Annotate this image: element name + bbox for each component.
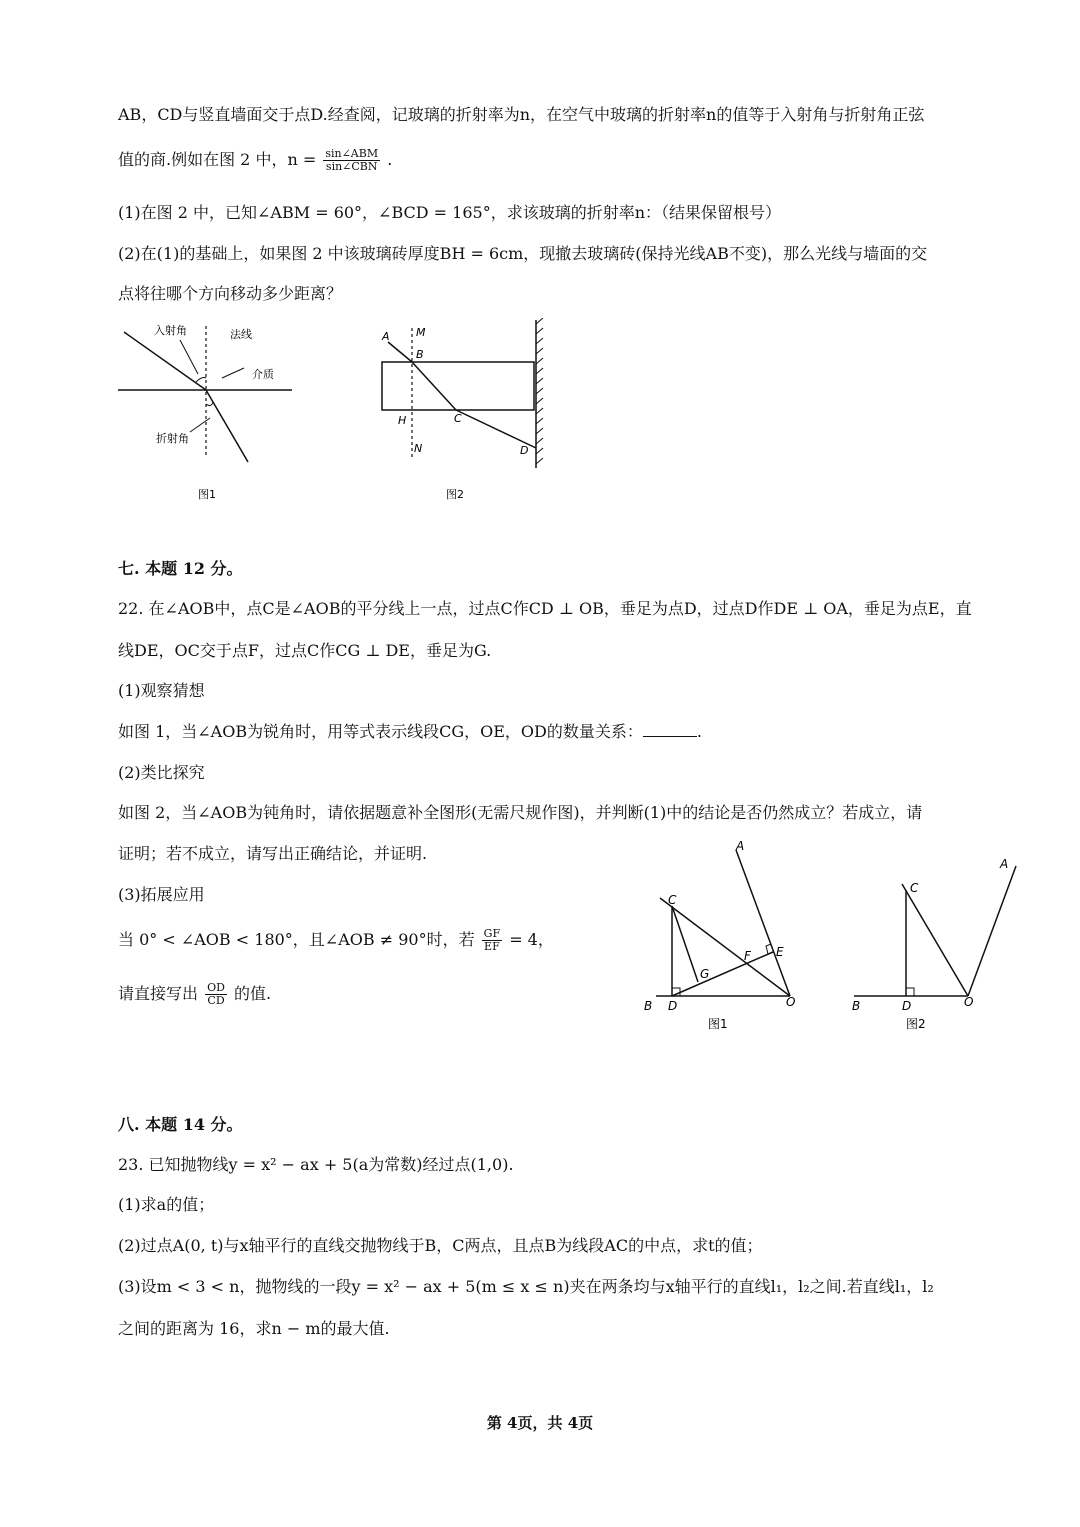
q23-line1: 23. 已知抛物线y = x² − ax + 5(a为常数)经过点(1,0).	[118, 1155, 514, 1174]
q22-answer-fraction	[205, 982, 227, 1007]
q22-fig2-caption: 图2	[906, 1017, 926, 1031]
q22-frac2-den: CD	[207, 994, 225, 1007]
refraction-figure-1	[110, 318, 310, 503]
incident-angle-arc	[196, 378, 206, 383]
label-refraction-angle: 折射角	[156, 432, 189, 445]
point-D: D	[520, 444, 529, 457]
point-A: A	[382, 330, 390, 343]
ray-CD	[456, 410, 536, 448]
q23-part3-line1: (3)设m < 3 < n，抛物线的一段y = x² − ax + 5(m ≤ x ≤ n)夹在两条均与x轴平行的直线l₁，l₂之间.若直线l₁，l₂	[118, 1277, 934, 1296]
q22-frac2-num: OD	[207, 981, 225, 994]
refraction-angle-arc	[206, 402, 213, 406]
fig2-point-D: D	[902, 999, 912, 1013]
fig1-point-B: B	[644, 999, 653, 1013]
q22-part1-end: .	[696, 722, 702, 741]
medium-label-pointer	[222, 368, 244, 378]
ray-AB	[388, 342, 412, 362]
q22-frac-den: EF	[484, 940, 500, 953]
q21-part1: (1)在图 2 中，已知∠ABM = 60°，∠BCD = 165°，求该玻璃的折射率n：（结果保留根号）	[118, 203, 782, 222]
q22-figure-1	[636, 840, 816, 1040]
answer-blank	[643, 722, 697, 737]
q21-part2-line2: 点将往哪个方向移动多少距离？	[118, 284, 343, 303]
point-B: B	[416, 348, 424, 361]
q23-part2: (2)过点A(0, t)与x轴平行的直线交抛物线于B，C两点，且点B为线段AC的中点，求t的值；	[118, 1236, 763, 1255]
incident-label-pointer	[180, 340, 198, 374]
q22-fig1-caption: 图1	[708, 1017, 728, 1031]
label-normal: 法线	[230, 328, 252, 341]
figure1-caption: 图1	[198, 488, 216, 501]
bisector-OC	[660, 898, 790, 996]
q21-fraction	[323, 148, 380, 173]
q21-line2-pre: 值的商.例如在图 2 中，n =	[118, 150, 317, 169]
q21-frac-den: sin∠CBN	[325, 160, 378, 173]
q22-part3-line2-pre: 请直接写出	[118, 984, 199, 1003]
q22-part3-title: (3)拓展应用	[118, 885, 205, 904]
refracted-ray	[206, 390, 248, 462]
incident-ray	[124, 332, 206, 390]
fig2-point-A: A	[1000, 857, 1009, 871]
fig1-point-D: D	[668, 999, 678, 1013]
ray-OA-2	[968, 866, 1016, 996]
q23-part3-line2: 之间的距离为 16，求n − m的最大值.	[118, 1319, 390, 1338]
q22-part1-text	[118, 721, 1010, 743]
fig2-point-B: B	[852, 999, 861, 1013]
glass-brick-figure-2	[370, 318, 560, 503]
segment-DE	[672, 952, 773, 996]
right-angle-D-2	[906, 988, 914, 996]
glass-brick-rect	[382, 362, 534, 410]
q22-frac-num: GF	[483, 927, 501, 940]
section7-heading: 七. 本题 12 分。	[118, 559, 243, 578]
q21-part2-line1: (2)在(1)的基础上，如果图 2 中该玻璃砖厚度BH = 6cm，现撤去玻璃砖(保持光线AB不变)，那么光线与墙面的交	[118, 244, 928, 263]
q22-part3-line2-post: 的值.	[234, 984, 272, 1003]
fig1-point-A: A	[736, 840, 745, 853]
ray-OA	[736, 850, 790, 996]
q21-line2-post: .	[387, 150, 393, 169]
point-C: C	[454, 412, 462, 425]
point-N: N	[414, 442, 423, 455]
bisector-OC-2	[902, 884, 968, 996]
refraction-label-pointer	[190, 418, 210, 432]
point-M: M	[416, 326, 426, 339]
q22-part1-title: (1)观察猜想	[118, 681, 205, 700]
page-number-footer: 第 4页，共 4页	[486, 1414, 594, 1432]
fig2-point-C: C	[910, 881, 919, 895]
q22-part3-post: = 4，	[509, 930, 554, 949]
q22-part3-pre: 当 0° < ∠AOB < 180°，且∠AOB ≠ 90°时，若	[118, 930, 475, 949]
fig1-point-G: G	[700, 967, 710, 981]
label-medium: 介质	[252, 368, 274, 381]
q23-part1: (1)求a的值；	[118, 1195, 215, 1214]
point-H: H	[398, 414, 407, 427]
ray-BC	[412, 362, 456, 410]
fig1-point-O: O	[786, 995, 796, 1009]
wall-hatching	[536, 318, 543, 464]
q21-line2	[118, 148, 1010, 173]
fig1-point-E: E	[776, 945, 784, 959]
q22-line1: 22. 在∠AOB中，点C是∠AOB的平分线上一点，过点C作CD ⊥ OB，垂足为点D，过点D作DE ⊥ OA，垂足为点E，直	[118, 599, 972, 618]
figure2-caption: 图2	[446, 488, 464, 501]
fig1-point-F: F	[744, 949, 751, 963]
q22-part2-line1: 如图 2，当∠AOB为钝角时，请依据题意补全图形(无需尺规作图)，并判断(1)中的结论是否仍然成立？若成立，请	[118, 803, 923, 822]
q22-ratio-fraction	[482, 928, 502, 953]
q21-frac-num: sin∠ABM	[325, 147, 379, 160]
q22-line2: 线DE，OC交于点F，过点C作CG ⊥ DE，垂足为G.	[118, 641, 492, 660]
q22-part2-line2: 证明；若不成立，请写出正确结论，并证明.	[118, 844, 428, 863]
section8-heading: 八. 本题 14 分。	[118, 1115, 243, 1134]
fig2-point-O: O	[964, 995, 974, 1009]
q22-part2-title: (2)类比探究	[118, 763, 205, 782]
q22-figure-2	[840, 840, 1030, 1040]
label-incident-angle: 入射角	[154, 324, 187, 337]
q21-line1: AB，CD与竖直墙面交于点D.经查阅，记玻璃的折射率为n，在空气中玻璃的折射率n的值等于入射角与折射角正弦	[118, 105, 925, 124]
fig1-point-C: C	[668, 893, 677, 907]
q22-part1-question: 如图 1，当∠AOB为锐角时，用等式表示线段CG，OE，OD的数量关系：	[118, 722, 643, 741]
